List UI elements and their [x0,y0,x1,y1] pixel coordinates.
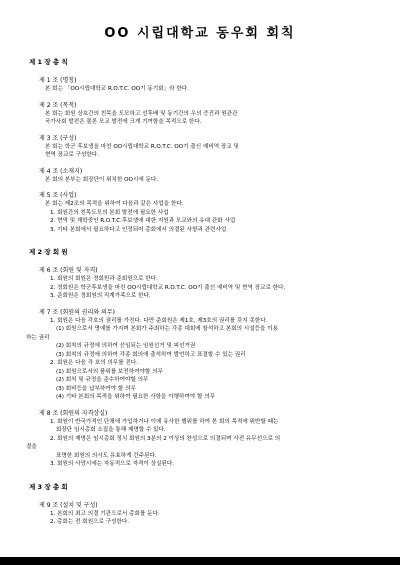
article-8-line: 회장단 임시총회 소집을 통해 제명할 수 있다. [56,427,166,433]
article-8-line-wrap: 결을 [26,444,37,450]
article-5-item: 2. 현역 및 재학중인 R.O.T.C.후보생에 대한 지원과 모교와의 유대 관화 사업 [50,218,236,224]
article-9-item: 1. 본회의 최고 의결 기관으로서 총회를 둔다. [50,510,160,517]
chapter-1-heading: 제 1 장 총 칙 [29,58,68,66]
article-1-title: 제 1 조 (명칭) [39,77,77,84]
article-2-title: 제 2 조 (목적) [39,101,77,109]
document-body [0,56,380,527]
article-4-title: 제 4 조 (소재지) [39,167,83,175]
article-2-text-line: 국가사회 발전은 물론 모교 발전에 크게 기여함을 목적으로 한다. [45,119,202,125]
article-5-intro: 본 회는 제2조의 목적을 위하여 다음과 같은 사업을 한다. [45,201,184,207]
article-3-text-line: 현역 장교로 구성한다. [45,152,99,158]
article-7-subclause: (2) 회칙 및 규정을 준수하여야할 의무 [56,377,149,383]
document-title: OO 시립대학교 동우회 회칙 [104,26,296,41]
article-8-line: 2. 회원의 제명은 임시총회 정식 회원의 3분의 2 이상의 찬성으로 의결되며 사전 유무선으로 의 [50,435,281,442]
article-7-subclause: (3) 회칙의 규정에 의하여 각종 회의에 출석하여 발언하고 표결할 수 있는 권리 [56,351,246,358]
article-8-title: 제 8 조 (회원의 자격상실) [39,409,108,417]
article-6-item: 2. 정회원은 학군후보생을 마친 OO시립대학교 R.O.T.C. OO기 출신 예비역 및 현역 장교로 한다. [50,284,286,291]
article-7-subclause: (4) 기타 본회의 목적을 위하여 필요한 사항을 이행하여야 할 의무 [56,394,216,400]
article-6-item: 3. 준회원은 정회원의 직계가족으로 한다. [50,293,151,299]
article-9-title: 제 9 조 (설치 및 구성) [39,501,98,509]
article-7-subclause: (1) 회원으로서의 품위를 보전하여야할 의무 [56,368,163,375]
article-7-subclause: (1) 회원으로서 명예를 가지며 본회가 주최하는 각종 대회에 참석하고 본회의 시설등을 이용 [56,326,279,332]
article-6-title: 제 6 조 (회원 및 자격) [39,267,98,274]
bottom-border [0,557,400,565]
article-8-line: 표명한 회원의 의사도 유효하게 간주된다. [56,452,157,459]
article-2-text-line: 본 회는 회원 상호간의 친목을 도모하고 선후배 및 동기간의 우의 증진과 원관관 [45,110,238,117]
article-7-subclause-wrap: 하는 권리 [26,334,50,341]
article-5-item: 3. 기타 본회에서 필요하다고 인정되어 총회에서 의결된 사항과 관련사업 [50,226,227,233]
article-5-item: 1. 회원간의 친목도모의 본회 발전에 필요한 사업 [50,209,169,216]
article-3-text-line: 본 회는 학군 후보생을 마친 OO시립대학교 R.O.T.C. OO기 출신 예비역 장교 및 [45,143,239,150]
article-1-text: 본 회는 「OO시립대학교 R.O.T.C. OO기 동기회」라 한다. [45,86,189,92]
chapter-3-heading: 제 3 장 총 회 [29,482,68,491]
article-7-clause: 2. 회원은 다음 각 호의 의무를 진다. [50,360,139,366]
chapter-2-heading: 제 2 장 회 원 [29,248,68,256]
article-4-text: 본 회의 본부는 회장단이 위치한 OO시에 둔다. [45,176,159,183]
article-7-subclause: (3) 회비등을 납부하여야 할 의무 [56,385,136,392]
article-8-line: 1. 회원이 반국가적인 단체에 가입하거나 이에 유사한 행위를 하여 본 회의 목적에 위반할 때는 [50,418,279,425]
article-7-title: 제 7 조 (회원의 권리와 의무) [39,308,115,316]
article-9-item: 2. 총회는 전 회원으로 구성한다. [50,519,130,525]
article-5-title: 제 5 조 (사업) [39,192,77,199]
article-7-subclause: (2) 회칙의 규정에 의하여 선임되는 임원선거 및 피선거권 [56,343,196,349]
article-7-clause: 1. 회원은 다음 각호의 권리를 가진다. 다만 준회원은 제1호, 제3호의 권리를 갖지 못한다. [50,317,268,324]
article-3-title: 제 3 조 (구성) [39,134,77,142]
article-6-item: 1. 회원의 회원은 정회원과 준회원으로 한다. [50,276,158,282]
article-8-line: 3. 회원의 사망시에는 자동적으로 자격이 상실된다. [50,461,175,467]
